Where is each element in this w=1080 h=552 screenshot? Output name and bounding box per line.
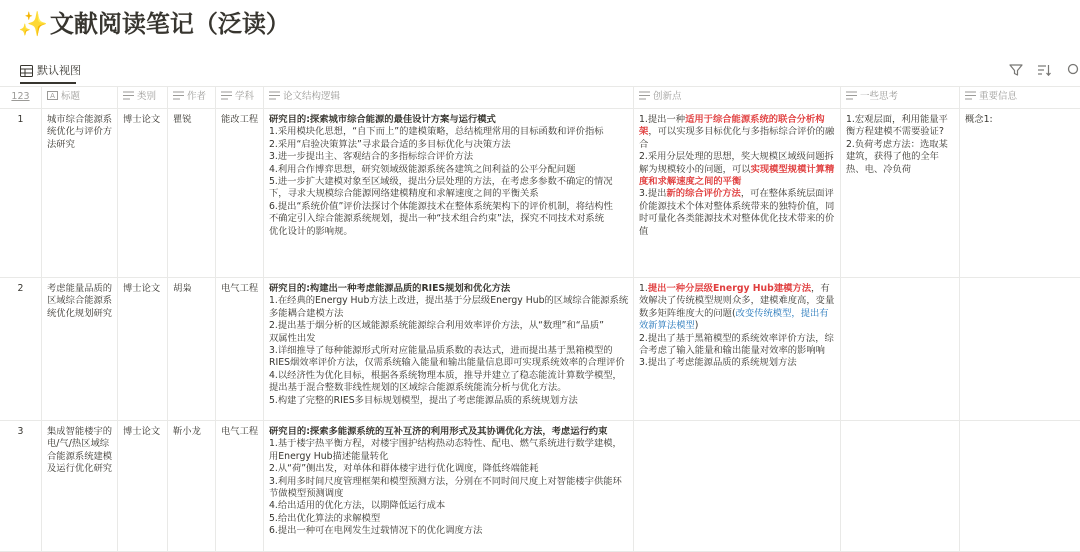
logic-line: 提出基于混合整数非线性规划的区域综合能源系统能流分析与优化方法。 [269,382,567,394]
logic-line: 4.利用合作博弈思想，研究领域级能源系统各建筑之间利益的公平分配问题 [269,163,576,175]
cell-title[interactable] [42,109,118,277]
text-type-icon [47,91,58,100]
innovation-point [639,357,836,369]
cell-title[interactable] [42,278,118,420]
row-number: 1 [17,114,24,125]
logic-line: 4.以经济性为优化目标，根据各系统物理本质，推导并建立了稳态能流计算数学模型， [269,369,622,381]
cell-thoughts[interactable] [841,421,960,551]
cell-author[interactable] [168,421,216,551]
row-number: 3 [17,426,24,437]
row-number: 2 [17,283,24,294]
row-title: 城市综合能源系统优化与评价方法研究 [47,114,113,150]
innovation-text: 1. [639,283,648,294]
innovation-text: ，可在整体系统层面评价能源技术个体对整体系统带来的独特价值，同时可量化各类能源技术对整体优化技术带来的价值 [639,188,835,237]
cell-thoughts[interactable] [841,109,960,277]
row-type: 博士论文 [123,114,161,125]
column-header-thoughts[interactable] [841,86,960,108]
logic-line: 研究目的:构建出一种考虑能源品质的RIES规划和优化方法 [269,283,511,294]
row-type: 博士论文 [123,283,161,294]
column-header-innovation[interactable] [634,86,841,108]
table-row[interactable] [0,109,1080,278]
column-header-important[interactable] [960,86,1080,108]
lines-type-icon [123,91,134,100]
logic-line: 2.采用“启验决策算法”寻求最合适的多目标优化与决策方法 [269,138,511,150]
lines-type-icon [639,91,650,100]
logic-line: 研究目的:探索多能源系统的互补互济的利用形式及其协调优化方法，考虑运行约束 [269,426,608,437]
logic-line: 下，寻求大规模综合能源网络建模精度和求解速度之间的平衡关系 [269,188,539,200]
cell-innovation[interactable] [634,421,841,551]
cell-subject[interactable] [216,421,264,551]
logic-line: 5.进一步扩大建模对象至区域级，提出分层处理的方法，在考虑多参数不确定的情况 [269,176,613,188]
logic-line: 不确定引入综合能源系统规划，提出一种“技术组合约束”法，探究不同技术对系统 [269,213,605,225]
search-icon[interactable] [1064,62,1080,78]
row-subject: 能改工程 [221,114,259,125]
cell-author[interactable] [168,109,216,277]
cell-innovation[interactable] [634,109,841,277]
row-thoughts: 1.宏观层面，利用能量平衡方程建模不需要验证? 2.负荷考虑方法：选取某建筑，获得了他的全年热、电、冷负荷 [846,114,948,175]
innovation-highlight: 提出一种分层级Energy Hub建模方法 [647,283,812,294]
cell-important[interactable] [960,278,1080,420]
cell-thoughts[interactable] [841,278,960,420]
table-row[interactable] [0,278,1080,421]
innovation-text: 2.采用分层处理的思想，奖大规模区域级问题拆解为规模较小的问题，可以 [639,151,834,175]
table-header-row [0,86,1080,109]
row-title: 考虑能量品质的区域综合能源系统优化规划研究 [47,283,113,319]
row-important: 概念1: [965,114,993,125]
logic-line: 研究目的:探索城市综合能源的最佳设计方案与运行模式 [269,114,496,125]
column-header-author-label: 作者 [187,91,207,102]
innovation-text: 3.提出 [639,188,667,200]
column-header-title[interactable] [42,86,118,108]
row-author: 瞿锐 [173,114,192,125]
logic-line: 2.提出基于烟分析的区域能源系统能源综合利用效率评价方法，从“数理”和“品质” [269,320,604,332]
innovation-highlight: 适用于综合能源系统的联合分析构架 [639,114,825,138]
column-header-num-label: 123 [11,91,30,102]
innovation-text: 3.提出了考虑能源品质的系统规划方法 [639,357,797,369]
innovation-text: ，有效解决了传统模型规则众多，建模难度高，变量数多矩阵维度大的问题( [639,283,835,319]
column-header-thoughts-label: 一些思考 [860,91,899,102]
cell-logic[interactable] [264,109,634,277]
innovation-text: 2.提出了基于黑箱模型的系统效率评价方法，综合考虑了输入能量和输出能量对效率的影响响 [639,332,834,357]
sparkles-icon: ✨ [18,10,48,38]
column-header-author[interactable] [168,86,216,108]
row-title: 集成智能楼宇的电/气/热区域综合能源系统建模及运行优化研究 [47,426,113,475]
cell-num [0,278,42,420]
column-header-logic[interactable] [264,86,634,108]
logic-line: 用Energy Hub描述能量转化 [269,450,389,462]
logic-line: 6.提出一种可在电网发生过载情况下的优化调度方法 [269,525,483,537]
row-subject: 电气工程 [221,283,259,294]
cell-subject[interactable] [216,109,264,277]
column-header-logic-label: 论文结构逻辑 [283,91,341,102]
lines-type-icon [965,91,976,100]
table-row[interactable] [0,421,1080,552]
filter-icon[interactable] [1008,62,1024,78]
row-subject: 电气工程 [221,426,259,437]
cell-author[interactable] [168,278,216,420]
innovation-point [639,188,836,238]
column-header-type[interactable] [118,86,168,108]
logic-line: 5.构建了完整的RIES多目标规划模型，提出了考虑能源品质的系统规划方法 [269,394,578,406]
cell-type[interactable] [118,421,168,551]
logic-line: 2.从“荷”侧出发，对单体和群体楼宇进行优化调度，降低终端能耗 [269,463,539,475]
column-header-subject[interactable] [216,86,264,108]
column-header-type-label: 类别 [137,91,157,102]
column-header-title-label: 标题 [61,91,81,102]
logic-line: 1.基于楼宇热平衡方程，对楼宇围护结构热动态特性、配电、燃气系统进行数学建模， [269,438,622,450]
lines-type-icon [269,91,280,100]
column-header-innovation-label: 创新点 [653,91,682,102]
sort-icon[interactable] [1036,62,1052,78]
row-author: 胡枭 [173,283,192,294]
cell-logic[interactable] [264,278,634,420]
page-title-text: 文献阅读笔记（泛读） [49,10,290,38]
toolbar [1008,62,1080,78]
row-author: 靳小龙 [173,426,201,437]
logic-line: 优化设计的影响规。 [269,225,353,237]
lines-type-icon [173,91,184,100]
cell-innovation[interactable] [634,278,841,420]
innovation-text: 1.提出一种 [639,114,686,125]
innovation-text: ，可以实现多目标优化与多指标综合评价的融合 [639,126,835,150]
table-icon [20,65,33,77]
lines-type-icon [221,91,232,100]
logic-line: 6.提出“系统价值”评价法探讨个体能源技术在整体系统架构下的评价机制，将结构性 [269,200,613,212]
cell-subject[interactable] [216,278,264,420]
logic-line: 5.给出优化算法的求解模型 [269,512,381,524]
logic-line: RIES烟效率评价方法，仅需系统输入能量和输出能量信息即可实现系统效率的合理评价 [269,357,625,369]
svg-text:A: A [50,92,55,100]
cell-important[interactable] [960,109,1080,277]
logic-line: 1.采用模块化思想，“自下而上”的建模策略，总结梳理常用的目标函数和评价指标 [269,126,604,138]
innovation-point [639,283,836,333]
view-bar [0,56,1080,86]
cell-num [0,109,42,277]
logic-line: 多能耦合建模方法 [269,307,344,319]
cell-logic[interactable] [264,421,634,551]
database-table [0,86,1080,552]
lines-type-icon [846,91,857,100]
innovation-link: 改变传统模型，提出有效新算法模型 [639,307,829,332]
cell-important[interactable] [960,421,1080,551]
cell-type[interactable] [118,109,168,277]
column-header-num[interactable] [0,86,42,108]
column-header-subject-label: 学科 [235,91,255,102]
logic-line: 双属性出发 [269,332,316,344]
cell-title[interactable] [42,421,118,551]
view-tab-underline [20,82,76,84]
logic-line: 3.详细推导了每种能源形式所对应能量品质系数的表达式，进而提出基于黑箱模型的 [269,345,613,357]
view-tab-label: 默认视图 [37,64,81,77]
logic-line: 节做模型预测调度 [269,488,344,500]
logic-line: 4.给出适用的优化方法，以期降低运行成本 [269,500,446,512]
innovation-highlight: 新的综合评价方法 [666,188,741,200]
logic-line: 3.利用多时间尺度管理框架和模型预测方法，分别在不同时间尺度上对智能楼宇供能环 [269,475,622,487]
innovation-point [639,151,836,188]
row-type: 博士论文 [123,426,161,437]
cell-num [0,421,42,551]
view-tab-default[interactable] [20,60,81,82]
innovation-point [639,114,836,151]
page-title [18,6,290,42]
logic-line: 1.在经典的Energy Hub方法上改进，提出基于分层级Energy Hub的区域综合能源系统 [269,295,629,307]
innovation-highlight: 实现模型规模计算精度和求解速度之间的平衡 [639,163,835,188]
logic-line: 3.进一步提出主、客观结合的多指标综合评价方法 [269,151,474,163]
cell-type[interactable] [118,278,168,420]
innovation-point [639,333,836,358]
column-header-important-label: 重要信息 [979,91,1018,102]
innovation-text: ) [694,320,699,332]
